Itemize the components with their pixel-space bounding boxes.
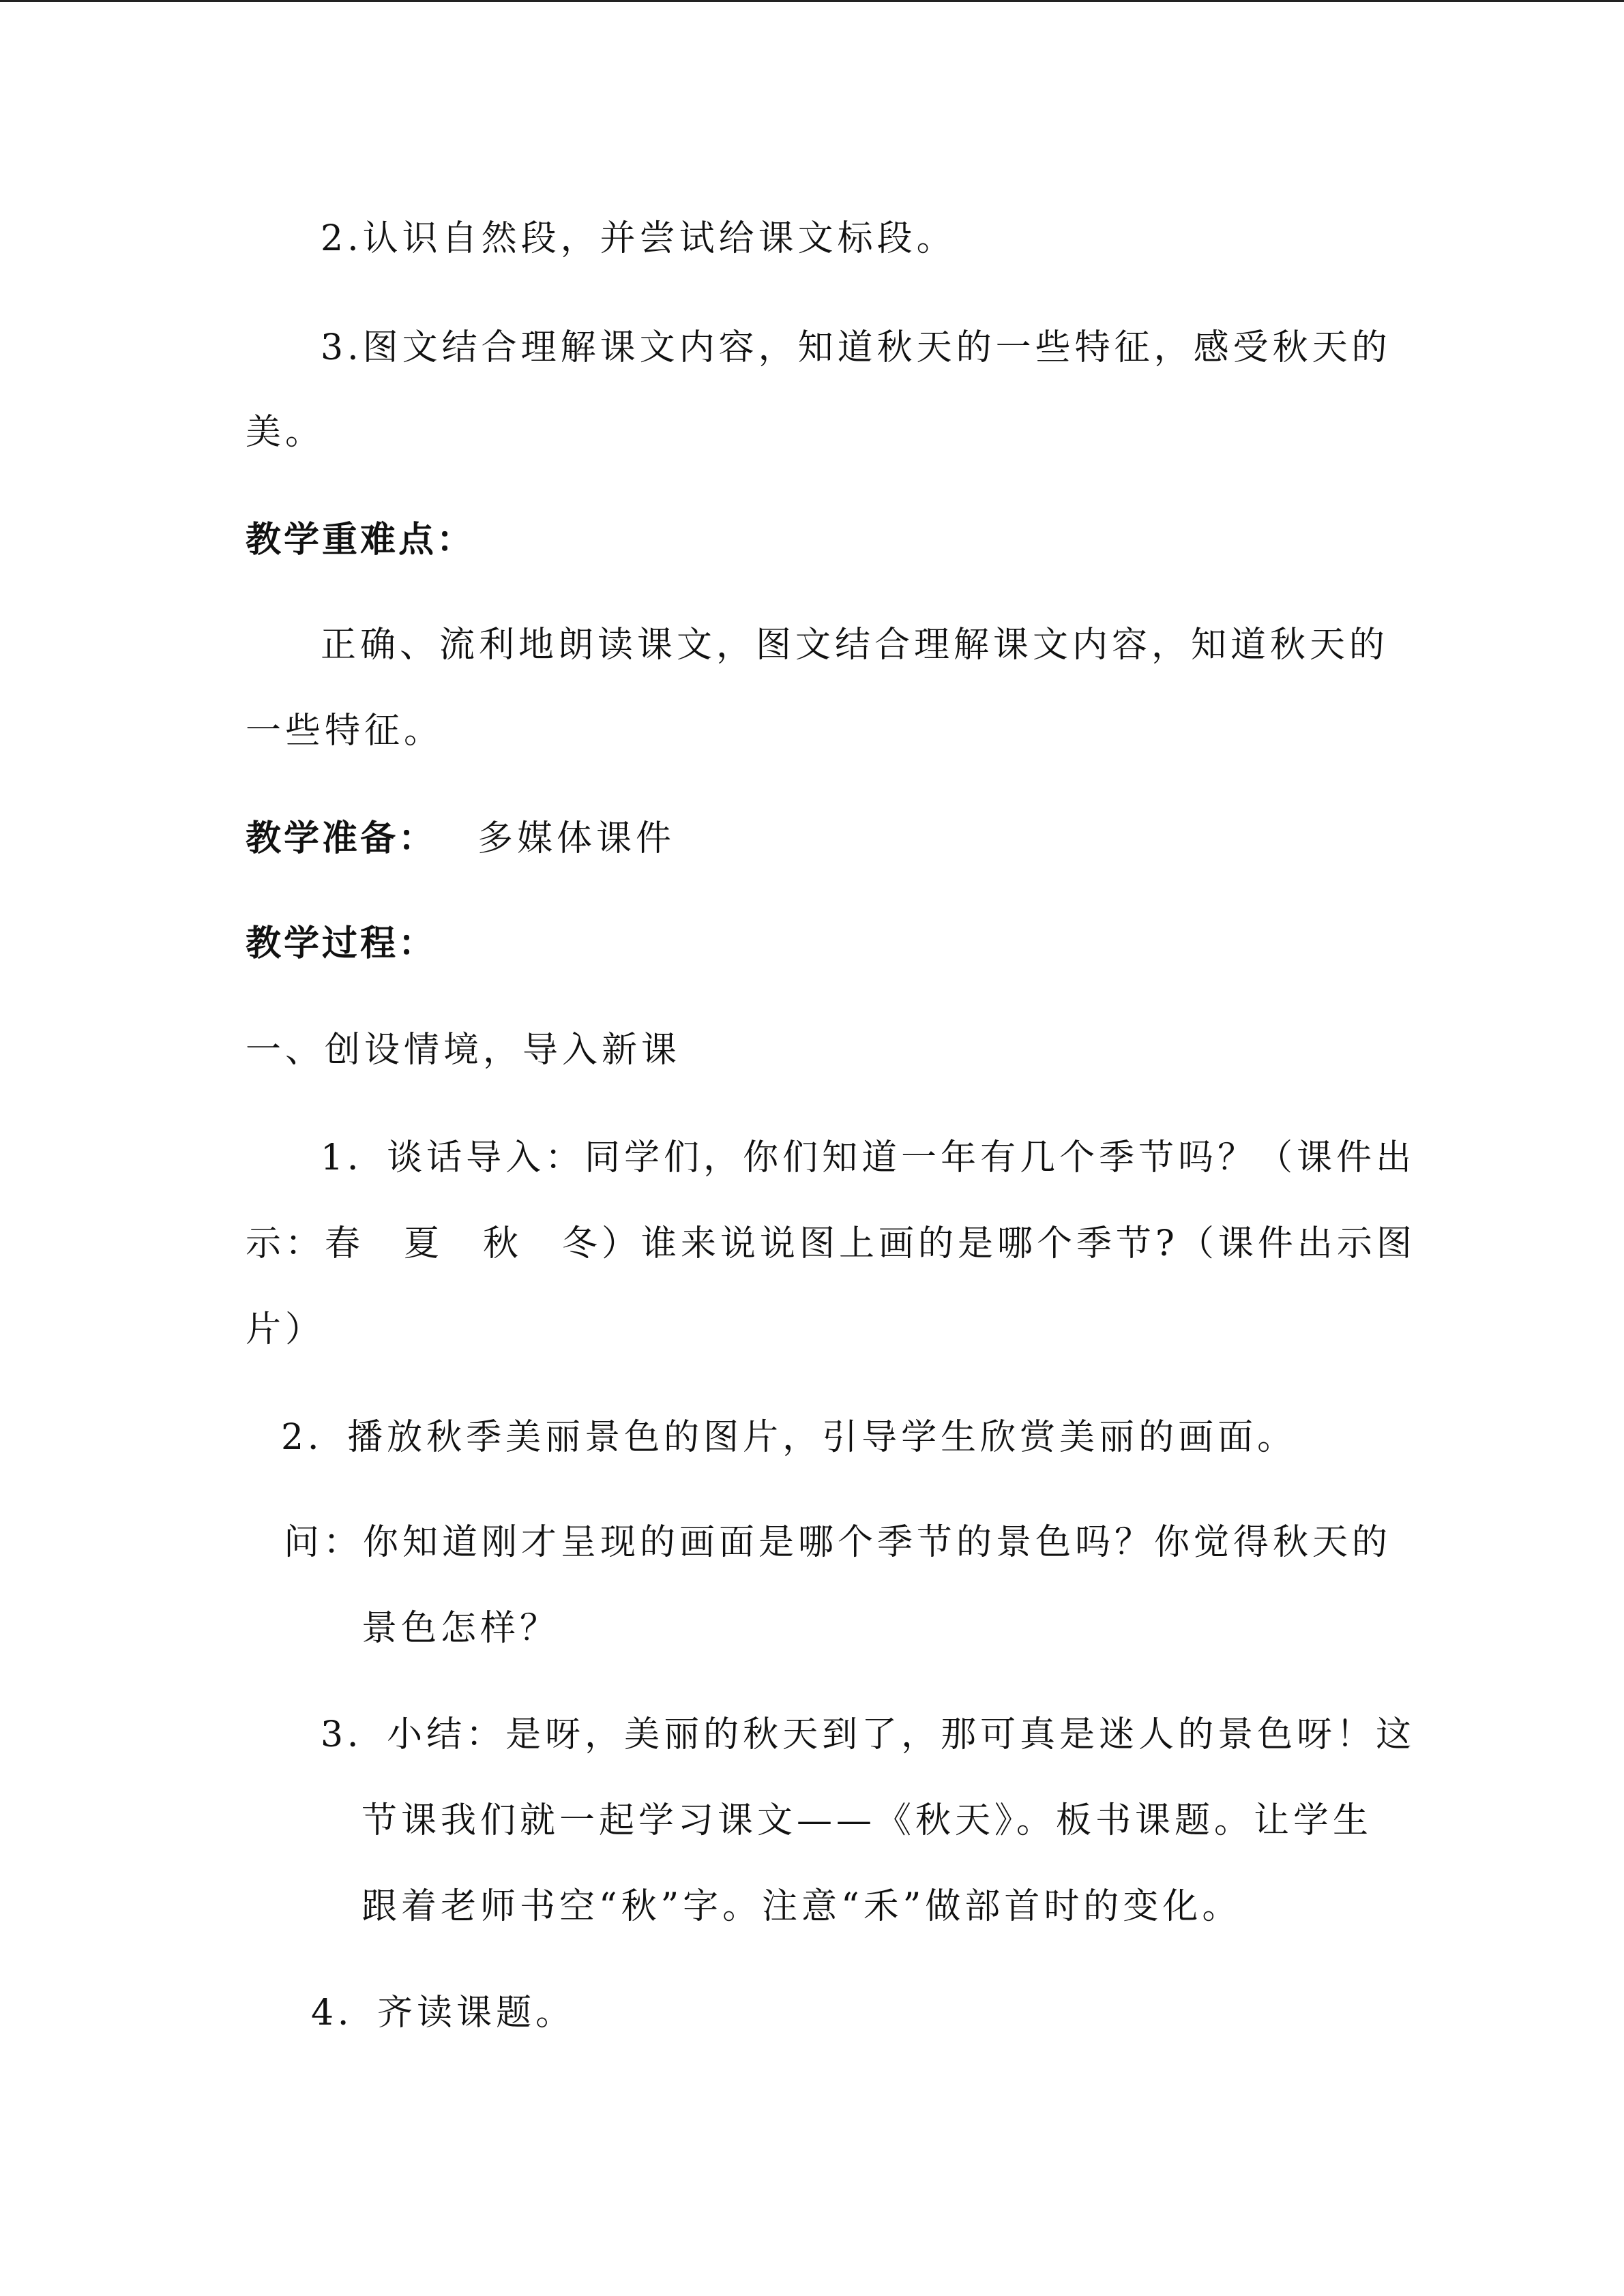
key-points-line-2: 一些特征。 — [246, 711, 444, 751]
objective-3-line-1: 3.图文结合理解课文内容，知道秋天的一些特征，感受秋天的 — [321, 327, 1391, 368]
key-points-heading: 教学重难点： — [246, 520, 475, 561]
preparation-heading: 教学准备： — [246, 818, 437, 859]
step-1-line-2: 示：春 夏 秋 冬）谁来说说图上画的是哪个季节?（课件出示图 — [246, 1223, 1416, 1264]
step-3-line-1: 3．小结：是呀，美丽的秋天到了，那可真是迷人的景色呀！这 — [321, 1714, 1416, 1755]
process-heading: 教学过程： — [246, 923, 437, 964]
question-line-2: 景色怎样？ — [361, 1608, 560, 1649]
page-top-border — [0, 0, 1624, 2]
step-4: 4．齐读课题。 — [311, 1993, 576, 2033]
step-1-line-3: 片） — [246, 1309, 325, 1350]
step-3-line-2: 节课我们就一起学习课文——《秋天》。板书课题。让学生 — [361, 1800, 1373, 1841]
section-1-title: 一、创设情境，导入新课 — [246, 1030, 681, 1071]
step-1-line-1: 1．谈话导入：同学们，你们知道一年有几个季节吗？（课件出 — [321, 1137, 1416, 1178]
step-2: 2．播放秋季美丽景色的图片，引导学生欣赏美丽的画面。 — [281, 1417, 1297, 1458]
key-points-line-1: 正确、流利地朗读课文，图文结合理解课文内容，知道秋天的 — [321, 625, 1389, 666]
objective-3-line-2: 美。 — [246, 412, 325, 453]
question-line-1: 问：你知道刚才呈现的画面是哪个季节的景色吗？你觉得秋天的 — [284, 1522, 1392, 1563]
objective-2: 2.认识自然段，并尝试给课文标段。 — [321, 218, 956, 259]
preparation-value: 多媒体课件 — [477, 818, 676, 859]
step-3-line-3: 跟着老师书空“秋”字。注意“禾”做部首时的变化。 — [361, 1886, 1242, 1927]
preparation-row — [246, 817, 675, 861]
